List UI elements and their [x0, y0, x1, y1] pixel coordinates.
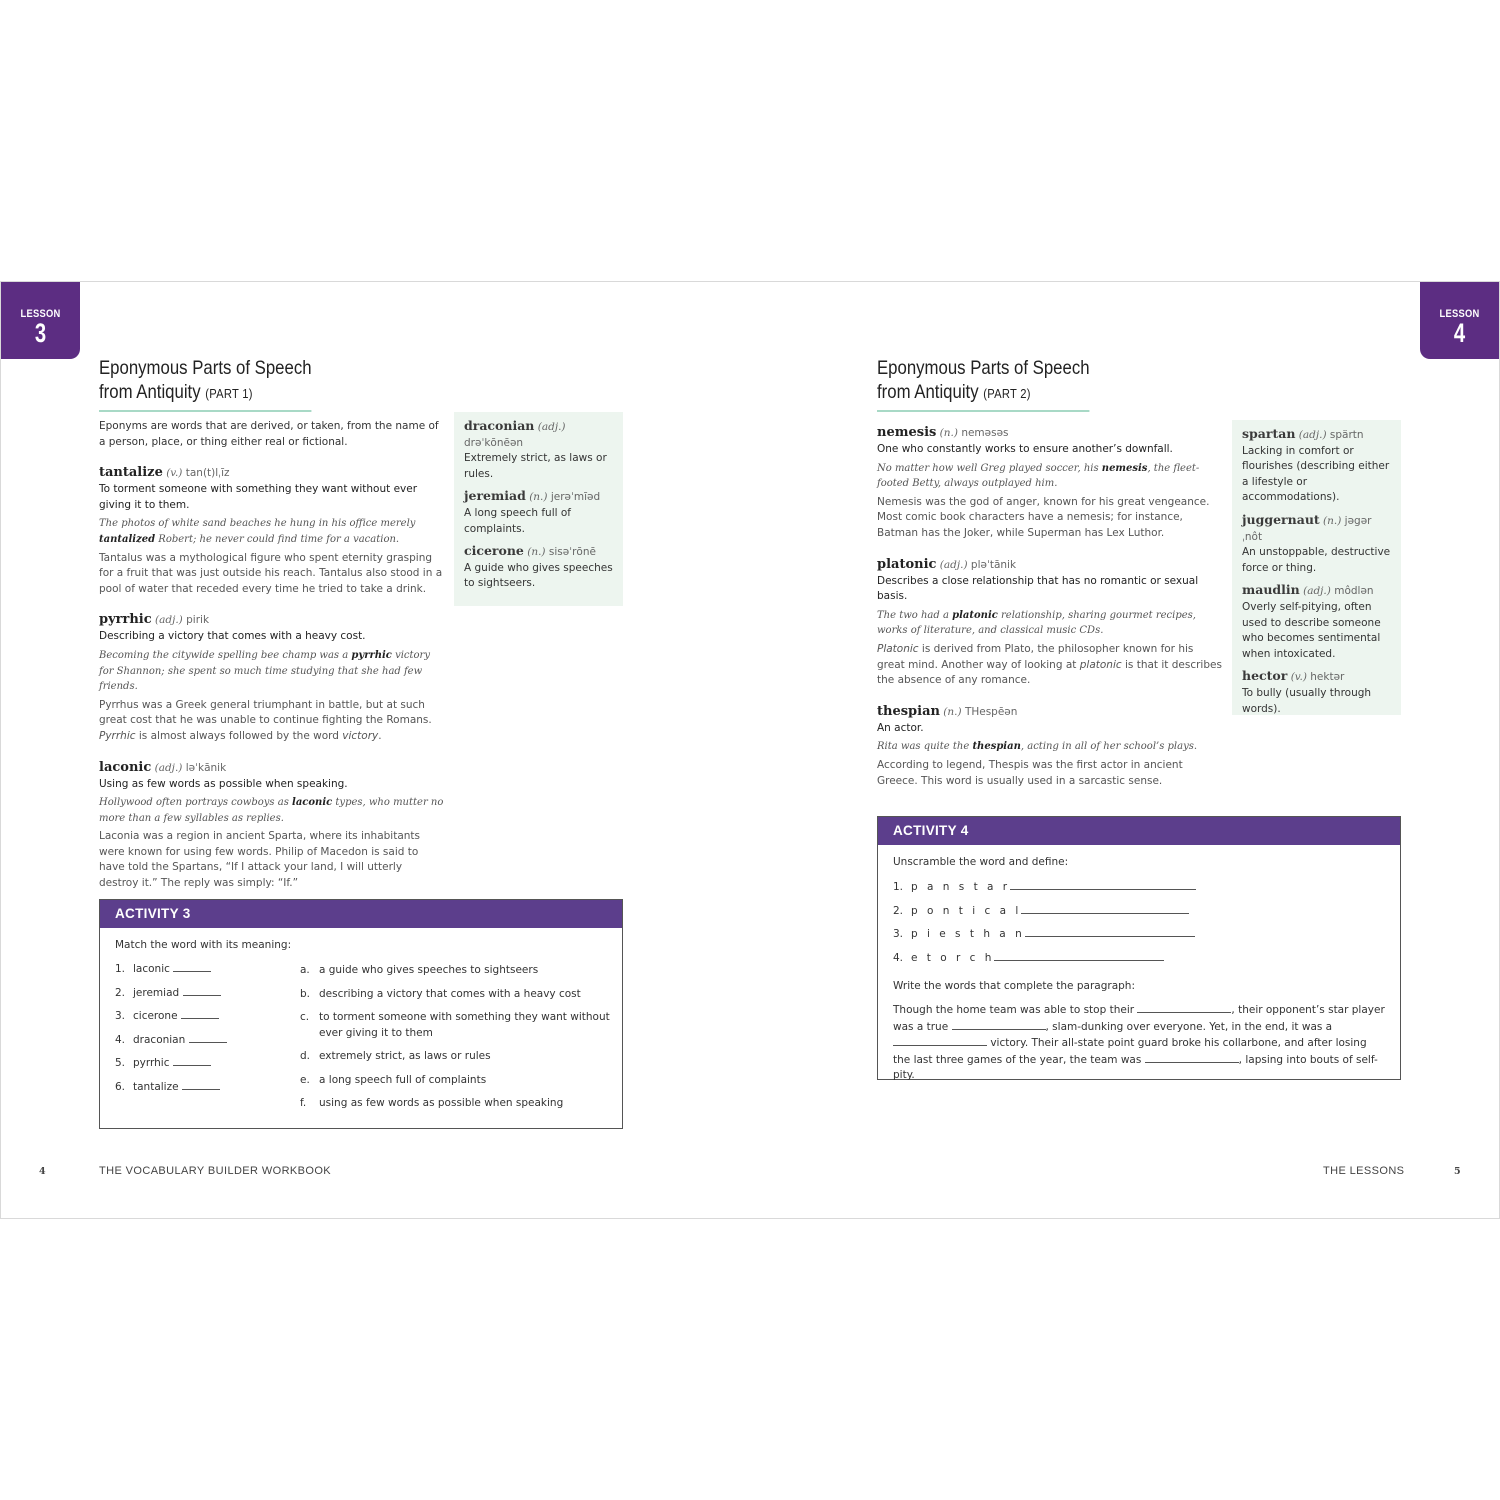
answer-blank[interactable] [1025, 926, 1195, 937]
sidebar-word: draconian [464, 418, 535, 433]
match-word-item[interactable]: 5. pyrrhic [115, 1055, 227, 1079]
match-word-item[interactable]: 4. draconian [115, 1032, 227, 1056]
sidebar-pos: (adj.) [1298, 429, 1327, 441]
intro-text: Eponyms are words that are derived, or taken, from the name of a person, place, or thing either real or fictional. [99, 420, 439, 448]
answer-blank[interactable] [189, 1032, 227, 1043]
sidebar-word: spartan [1242, 426, 1296, 441]
answer-blank[interactable] [1145, 1052, 1239, 1063]
sidebar-pos: (adj.) [1303, 585, 1331, 598]
unscramble-list [893, 879, 1196, 973]
match-meaning-item: b. describing a victory that comes with a heavy cost [300, 987, 581, 1000]
vocab-entry [99, 759, 444, 892]
heading-line-1: Eponymous Parts of Speech [99, 357, 312, 379]
match-meaning-item: e. a long speech full of complaints [300, 1073, 487, 1086]
answer-blank[interactable] [173, 961, 211, 972]
vocab-entry [877, 703, 1222, 789]
entry-definition: Describes a close relationship that has no romantic or sexual basis. [877, 574, 1199, 603]
entry-definition: An actor. [877, 721, 924, 734]
entry-note: Laconia was a region in ancient Sparta, where its inhabitants were known for using few words. Philip of Macedon is said to have told the Spartans, “If I attack your land, I will utterly destroy it.” The reply was simply: “If.” [99, 830, 421, 890]
sidebar-definition: An unstoppable, destructive force or thing. [1242, 546, 1391, 574]
entry-pos: (adj.) [939, 558, 968, 571]
entries-column [877, 424, 1222, 803]
related-words-sidebar [1232, 420, 1401, 715]
match-meaning-item: d. extremely strict, as laws or rules [300, 1050, 491, 1063]
answer-blank[interactable] [183, 985, 221, 996]
sidebar-pos: (n.) [529, 491, 548, 504]
sidebar-entry [464, 488, 613, 537]
entry-definition: To torment someone with something they want without ever giving it to them. [99, 483, 418, 511]
match-meaning-item: c. to torment someone with something they want without ever giving it to them [300, 1011, 610, 1039]
related-words-sidebar [454, 412, 623, 606]
vocab-entry [877, 424, 1222, 542]
entry-definition: Using as few words as possible when speaking. [99, 777, 348, 790]
page-number: 5 [1454, 1166, 1461, 1177]
entry-example: No matter how well Greg played soccer, his nemesis, the fleet-footed Betty, always outplayed him. [877, 462, 1200, 490]
right-page [750, 282, 1500, 1218]
left-page [0, 282, 750, 1218]
sidebar-pronunciation: sisəˈrōnē [548, 546, 596, 559]
match-meaning-list [300, 963, 610, 1120]
paragraph-instruction: Write the words that complete the paragraph: [893, 980, 1135, 992]
answer-blank[interactable] [1137, 1002, 1231, 1013]
sidebar-pronunciation: jəgərˌnôt [1242, 514, 1372, 543]
entry-pos: (adj.) [154, 761, 183, 774]
entry-word: nemesis [877, 425, 937, 440]
sidebar-pronunciation: drəˈkōnēən [464, 436, 524, 449]
sidebar-entry [1242, 582, 1391, 662]
entry-pronunciation: tan(t)lˌīz [185, 467, 230, 480]
unscramble-item[interactable]: 1. p a n s t a r [893, 879, 1196, 903]
entry-word: tantalize [99, 465, 163, 481]
sidebar-pronunciation: jerəˈmīəd [550, 491, 601, 504]
activity-instruction: Match the word with its meaning: [115, 939, 292, 951]
sidebar-definition: Lacking in comfort or flourishes (describing either a lifestyle or accommodations). [1242, 444, 1390, 504]
sidebar-word: hector [1242, 668, 1288, 684]
lesson-label: LESSON [20, 308, 61, 320]
lesson-heading [99, 356, 312, 412]
lesson-label: LESSON [1439, 308, 1480, 320]
entry-word: thespian [877, 703, 940, 719]
answer-blank[interactable] [182, 1079, 220, 1090]
heading-part: (PART 1) [205, 386, 253, 401]
sidebar-pos: (adj.) [537, 421, 566, 433]
answer-blank[interactable] [952, 1019, 1046, 1030]
running-footer: THE LESSONS [1323, 1165, 1405, 1177]
page-number: 4 [39, 1166, 46, 1177]
vocab-entry [99, 464, 444, 597]
entry-note: Nemesis was the god of anger, known for his great vengeance. Most comic book characters have a nemesis; for instance, Batman has the Joker, while Superman has Lex Luthor. [877, 495, 1210, 539]
entry-pronunciation: ləˈkānik [185, 761, 227, 774]
sidebar-word: maudlin [1242, 582, 1300, 598]
lesson-number: 3 [34, 318, 47, 348]
answer-blank[interactable] [181, 1008, 219, 1019]
sidebar-word: juggernaut [1242, 511, 1320, 527]
sidebar-pos: (n.) [1323, 514, 1342, 527]
sidebar-entry [464, 543, 613, 592]
entry-pos: (v.) [166, 467, 183, 480]
activity-instruction: Unscramble the word and define: [893, 856, 1069, 868]
sidebar-pos: (v.) [1290, 671, 1307, 684]
entry-example: Hollywood often portrays cowboys as laconic types, who mutter no more than a few syllables as replies. [99, 797, 444, 824]
fill-in-paragraph: Though the home team was able to stop their , their opponent’s star player was a true , slam-dunking over everyone. Yet, in the end, it was a victory. Their all-state point guard broke his collarbone, and after losing the last three games of the year, the team was , lapsing into bouts of self-pity. [893, 1004, 1385, 1082]
entry-word: pyrrhic [99, 612, 152, 628]
activity-title: ACTIVITY 3 [100, 900, 622, 928]
answer-blank[interactable] [994, 950, 1164, 961]
entry-definition: One who constantly works to ensure another’s downfall. [877, 443, 1173, 455]
entry-note: Platonic is derived from Plato, the philosopher known for his great mind. Another way of looking at platonic is that it describes the absence of any romance. [877, 642, 1222, 687]
entry-word: laconic [99, 759, 152, 775]
entry-note: Pyrrhus was a Greek general triumphant in battle, but at such great cost that he was unable to continue fighting the Romans. Pyrrhic is almost always followed by the word victory. [99, 698, 432, 742]
entry-note: According to legend, Thespis was the first actor in ancient Greece. This word is usually used in a sarcastic sense. [877, 758, 1183, 787]
entry-pronunciation: THespēən [964, 705, 1018, 718]
entry-example: Rita was quite the thespian, acting in all of her school’s plays. [877, 741, 1198, 753]
entry-note: Tantalus was a mythological figure who spent eternity grasping for a fruit that was just outside his reach. Tantalus also stood in a pool of water that receded every time he tried to take a drink. [99, 551, 443, 595]
sidebar-definition: A long speech full of complaints. [464, 506, 571, 535]
entry-pos: (n.) [943, 705, 962, 718]
match-word-item[interactable]: 3. cicerone [115, 1008, 227, 1032]
entry-pronunciation: neməsəs [961, 427, 1009, 439]
entry-pronunciation: pləˈtānik [970, 558, 1017, 571]
vocab-entry [877, 556, 1222, 689]
match-word-item[interactable]: 6. tantalize [115, 1079, 227, 1103]
match-word-list [115, 961, 227, 1102]
lesson-number: 4 [1453, 318, 1466, 348]
lesson-tab [1, 282, 80, 359]
entry-pos: (adj.) [155, 614, 183, 627]
heading-line-2: from Antiquity [877, 381, 979, 403]
entry-pos: (n.) [939, 427, 958, 439]
sidebar-definition: To bully (usually through words). [1242, 686, 1372, 715]
sidebar-pronunciation: môdlən [1334, 585, 1374, 598]
heading-part: (PART 2) [983, 386, 1031, 401]
entry-definition: Describing a victory that comes with a heavy cost. [99, 630, 366, 643]
running-footer: THE VOCABULARY BUILDER WORKBOOK [99, 1165, 332, 1177]
match-word-item[interactable]: 1. laconic [115, 961, 227, 985]
activity-3-box [99, 899, 623, 1129]
sidebar-entry [1242, 426, 1391, 506]
match-meaning-item: a. a guide who gives speeches to sightseers [300, 964, 539, 976]
sidebar-definition: Extremely strict, as laws or rules. [464, 452, 607, 480]
entry-example: Becoming the citywide spelling bee champ was a pyrrhic victory for Shannon; she spent so much time studying that she had few friends. [99, 649, 430, 693]
match-meaning-item: f. using as few words as possible when speaking [300, 1097, 564, 1110]
answer-blank[interactable] [1021, 903, 1189, 914]
entry-word: platonic [877, 556, 937, 572]
lesson-heading [877, 356, 1090, 412]
heading-line-2: from Antiquity [99, 381, 201, 403]
sidebar-pronunciation: spärtn [1329, 429, 1364, 441]
sidebar-word: cicerone [464, 543, 524, 559]
sidebar-word: jeremiad [464, 488, 526, 504]
entries-column [99, 419, 444, 906]
answer-blank[interactable] [173, 1055, 211, 1066]
lesson-tab [1420, 282, 1499, 359]
sidebar-pos: (n.) [527, 546, 546, 559]
answer-blank[interactable] [1010, 879, 1196, 890]
heading-line-1: Eponymous Parts of Speech [877, 357, 1090, 379]
book-spread [0, 281, 1500, 1219]
unscramble-item[interactable]: 3. p i e s t h a n [893, 926, 1196, 950]
sidebar-entry [1242, 668, 1391, 717]
activity-title: ACTIVITY 4 [878, 817, 1400, 845]
entry-example: The two had a platonic relationship, sharing gourmet recipes, works of literature, and classical music CDs. [877, 609, 1196, 637]
sidebar-pronunciation: hektər [1310, 671, 1345, 684]
activity-4-box [877, 816, 1401, 1080]
vocab-entry [99, 611, 444, 744]
match-word-item[interactable]: 2. jeremiad [115, 985, 227, 1009]
sidebar-entry [464, 418, 613, 482]
sidebar-entry [1242, 512, 1391, 576]
entry-example: The photos of white sand beaches he hung in his office merely tantalized Robert; he never could find time for a vacation. [99, 518, 416, 545]
answer-blank[interactable] [893, 1035, 987, 1046]
entry-pronunciation: pirik [186, 614, 210, 627]
sidebar-definition: Overly self-pitying, often used to describe someone who becomes sentimental when intoxicated. [1242, 600, 1381, 660]
unscramble-item[interactable]: 2. p o n t i c a l [893, 903, 1196, 927]
unscramble-item[interactable]: 4. e t o r c h [893, 950, 1196, 974]
sidebar-definition: A guide who gives speeches to sightseers. [464, 561, 613, 590]
